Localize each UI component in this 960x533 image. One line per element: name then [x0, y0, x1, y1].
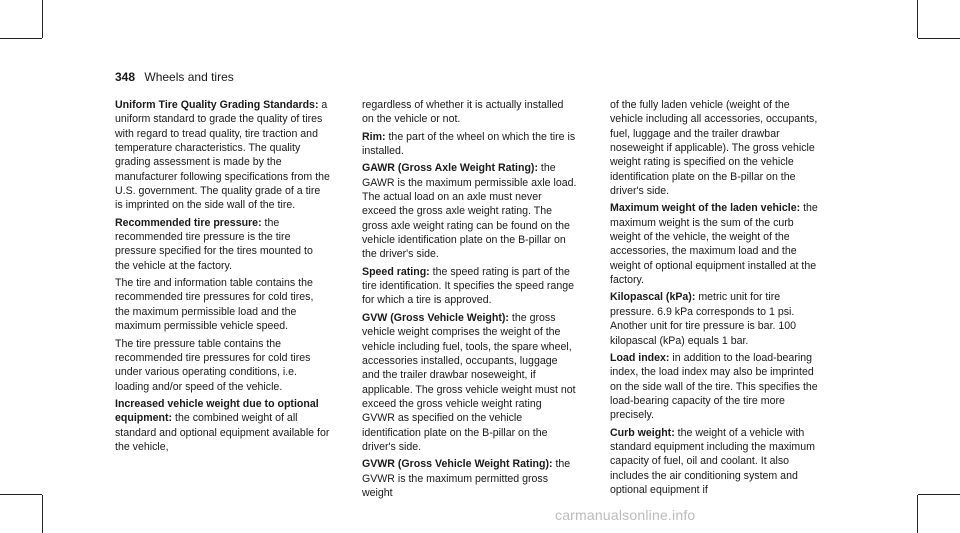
paragraph — [362, 98, 577, 127]
paragraph — [610, 290, 825, 347]
crop-mark — [918, 494, 960, 495]
term-label: Speed rating: — [362, 265, 430, 278]
paragraph-text: metric unit for tire pressure. 6.9 kPa corresponds to 1 psi. Another unit for tire pressure is bar. 100 kilopascal (kPa) equals 1 bar. — [610, 291, 797, 347]
term-label: Uniform Tire Quality Grading Standards: — [115, 99, 319, 111]
paragraph — [115, 337, 330, 394]
watermark-text: carmanualsonline.info — [555, 507, 696, 523]
paragraph-text: the GAWR is the maximum permissible axle load. The actual load on an axle must never exceed the gross axle weight rating. The gross axle weight rating can be found on the vehicle identification plate on the B-pillar on the driver's side. — [362, 162, 577, 261]
paragraph — [115, 397, 330, 454]
term-label: Maximum weight of the laden vehicle: — [610, 202, 801, 215]
paragraph — [115, 276, 330, 333]
paragraph-text: the maximum weight is the sum of the curb weight of the vehicle, the weight of the accessories, the maximum load and the weight of optional equipment installed at the factory. — [610, 202, 818, 287]
term-label: Load index: — [610, 351, 670, 364]
text-column-3 — [610, 98, 825, 500]
paragraph — [610, 426, 825, 498]
term-label: GVWR (Gross Vehicle Weight Rating): — [362, 458, 553, 471]
paragraph — [610, 201, 825, 287]
paragraph-text: the recommended tire pressure is the tire pressure specified for the tires mounted to the vehicle at the factory. — [115, 216, 313, 272]
paragraph — [115, 98, 330, 213]
paragraph-text: the GVWR is the maximum permitted gross weight — [362, 458, 571, 499]
term-label: Rim: — [362, 130, 386, 143]
paragraph — [362, 311, 577, 454]
text-column-2 — [362, 98, 577, 503]
paragraph-text: the speed rating is part of the tire identification. It specifies the speed range for which a tire is approved. — [362, 265, 574, 307]
paragraph-text: of the fully laden vehicle (weight of the vehicle including all accessories, occupants, fuel, luggage and the trailer drawbar noseweight if applicable). The gross vehicle weight rating is specified on the vehicle identification plate on the B-pillar on the driver's side. — [610, 99, 818, 198]
paragraph-text: the weight of a vehicle with standard equipment including the maximum capacity of fuel, oil and coolant. It also includes the air conditioning system and optional equipment if — [610, 426, 815, 496]
page-number: 348 — [115, 70, 136, 84]
paragraph-text: a uniform standard to grade the quality of tires with regard to tread quality, tire traction and temperature characteristics. The quality grading assessment is made by the manufacturer following specifications from the U.S. government. The quality grade of a tire is imprinted on the side wall of the tire. — [115, 99, 330, 212]
term-label: Kilopascal (kPa): — [610, 291, 696, 304]
paragraph — [362, 161, 577, 261]
paragraph — [610, 351, 825, 423]
crop-mark — [42, 0, 43, 38]
crop-mark — [917, 0, 918, 38]
term-label: Increased vehicle weight due to optional equipment: — [115, 397, 319, 425]
paragraph-text: regardless of whether it is actually installed on the vehicle or not. — [362, 99, 564, 126]
term-label: Curb weight: — [610, 426, 675, 439]
page-header — [115, 70, 234, 84]
paragraph-text: The tire and information table contains the recommended tire pressures for cold tires, the maximum permissible load and the maximum permissible vehicle speed. — [115, 277, 314, 333]
section-title: Wheels and tires — [144, 70, 234, 84]
term-label: Recommended tire pressure: — [115, 216, 262, 229]
paragraph — [362, 457, 577, 500]
paragraph-text: the combined weight of all standard and optional equipment available for the vehicle, — [115, 412, 330, 453]
paragraph-text: in addition to the load-bearing index, the load index may also be imprinted on the side wall of the tire. This specifies the load-bearing capacity of the tire more precisely. — [610, 351, 818, 422]
paragraph-text: the part of the wheel on which the tire is installed. — [362, 130, 576, 158]
crop-mark — [918, 38, 960, 39]
paragraph-text: The tire pressure table contains the recommended tire pressures for cold tires under various operating conditions, i.e. loading and/or speed of the vehicle. — [115, 337, 311, 393]
term-label: GVW (Gross Vehicle Weight): — [362, 311, 509, 324]
paragraph — [115, 216, 330, 273]
crop-mark — [42, 495, 43, 533]
crop-mark — [0, 494, 42, 495]
term-label: GAWR (Gross Axle Weight Rating): — [362, 162, 538, 175]
paragraph — [610, 98, 825, 198]
paragraph — [362, 265, 577, 308]
paragraph — [362, 130, 577, 159]
crop-mark — [917, 495, 918, 533]
paragraph-text: the gross vehicle weight comprises the weight of the vehicle including fuel, tools, the spare wheel, accessories installed, occupants, luggage and the trailer drawbar noseweight, if applicable. The gross vehicle weight must not exceed the gross vehicle weight rating GVWR as specified on the vehicle identification plate on the B-pillar on the driver's side. — [362, 311, 576, 453]
text-column-1 — [115, 98, 330, 457]
crop-mark — [0, 38, 42, 39]
